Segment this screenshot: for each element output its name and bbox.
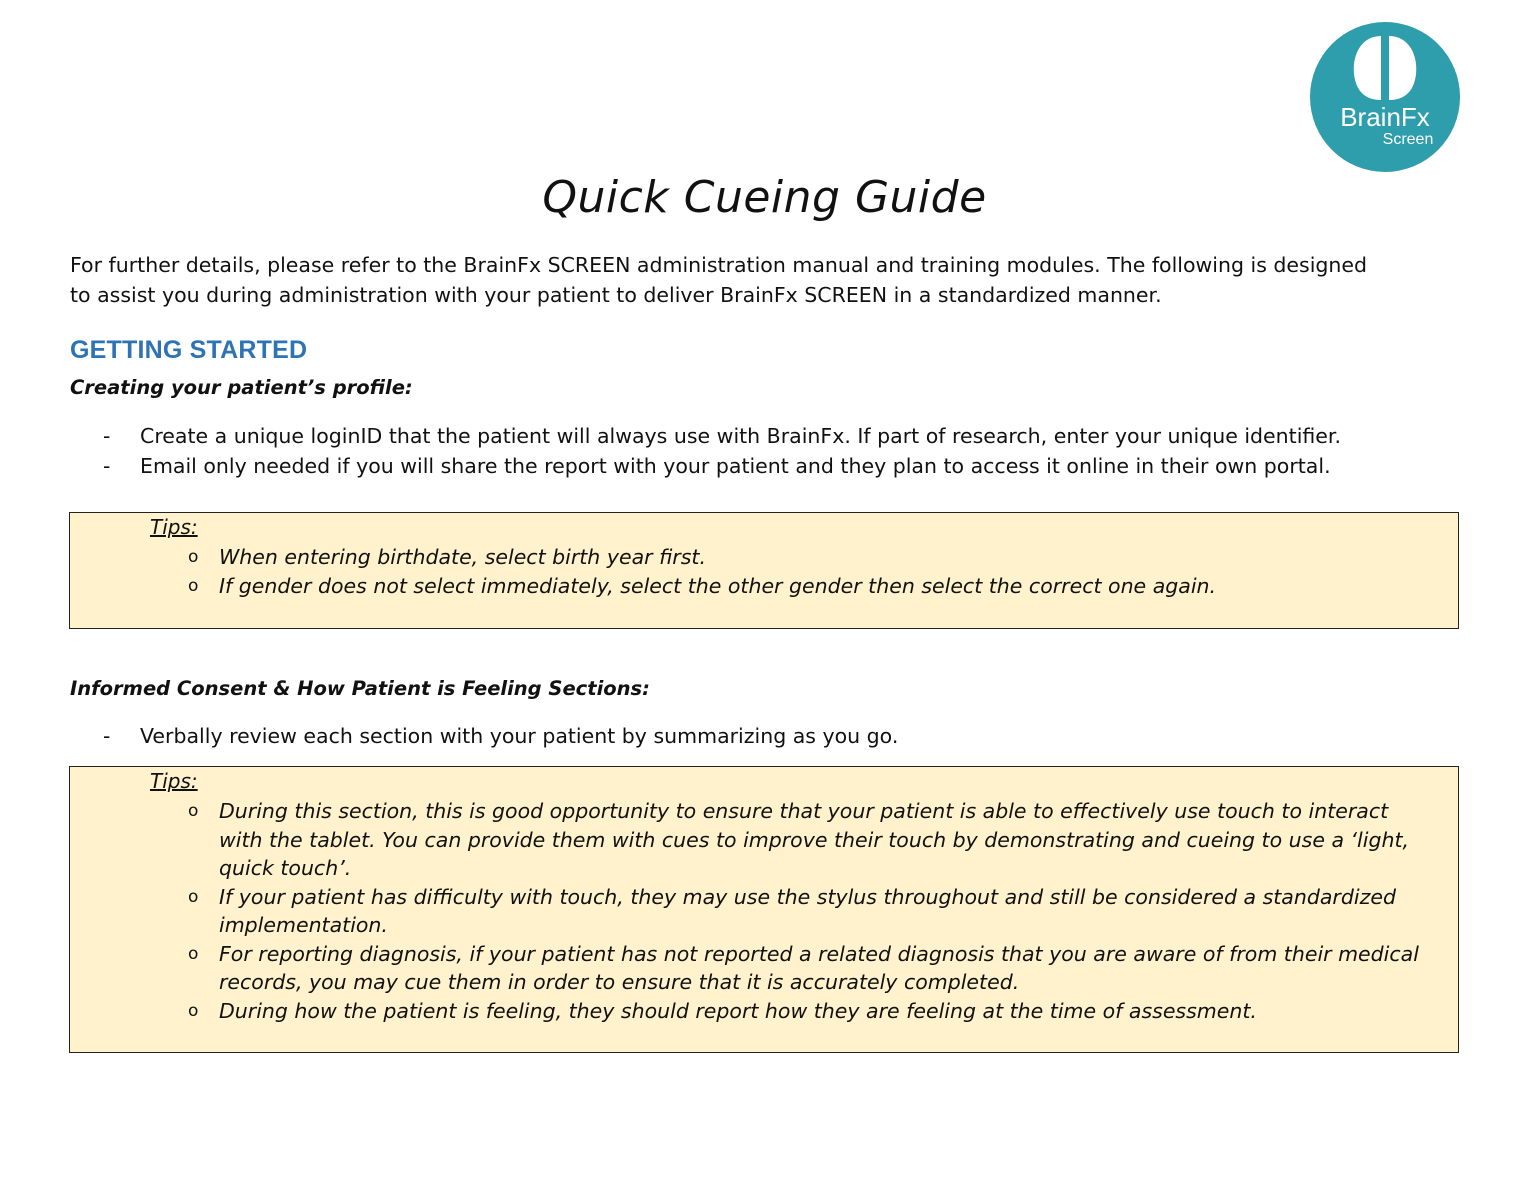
tips-list-profile — [188, 543, 1428, 600]
page-title: Quick Cueing Guide — [542, 172, 987, 223]
list-item: - Email only needed if you will share the report with your patient and they plan to access it online in their own portal. — [100, 451, 1490, 481]
tips-list-consent — [188, 797, 1428, 1025]
intro-line-2: to assist you during administration with your patient to deliver BrainFx SCREEN in a standardized manner. — [70, 283, 1162, 307]
brainfx-screen-logo — [1310, 22, 1460, 172]
tip-item: o During this section, this is good opportunity to ensure that your patient is able to effectively use touch to interact with the tablet. You can provide them with cues to improve their touch by demonstrating and cueing to use a ‘light, quick touch’. — [188, 797, 1428, 883]
subheading-informed-consent: Informed Consent & How Patient is Feeling Sections: — [70, 677, 650, 700]
section-heading-getting-started: GETTING STARTED — [70, 336, 308, 364]
tips-label: Tips: — [150, 769, 198, 793]
logo-product-text: Screen — [1382, 131, 1434, 148]
tips-box-profile — [69, 512, 1459, 629]
intro-paragraph — [70, 250, 1470, 310]
intro-line-1: For further details, please refer to the BrainFx SCREEN administration manual and training modules. The following is designed — [70, 253, 1368, 277]
list-item: - Create a unique loginID that the patient will always use with BrainFx. If part of research, enter your unique identifier. — [100, 421, 1490, 451]
consent-instructions-list — [100, 721, 1490, 751]
tip-item: o For reporting diagnosis, if your patient has not reported a related diagnosis that you are aware of from their medical records, you may cue them in order to ensure that it is accurately completed. — [188, 940, 1428, 997]
tips-box-consent — [69, 766, 1459, 1053]
tip-item: o During how the patient is feeling, they should report how they are feeling at the time of assessment. — [188, 997, 1428, 1026]
logo-brand-text: BrainFx — [1340, 102, 1430, 132]
subheading-creating-profile: Creating your patient’s profile: — [70, 376, 413, 399]
tip-item: o If gender does not select immediately, select the other gender then select the correct one again. — [188, 572, 1428, 601]
tip-item: o When entering birthdate, select birth year first. — [188, 543, 1428, 572]
list-item: - Verbally review each section with your patient by summarizing as you go. — [100, 721, 1490, 751]
tip-item: o If your patient has difficulty with touch, they may use the stylus throughout and still be considered a standardized implementation. — [188, 883, 1428, 940]
profile-instructions-list — [100, 421, 1490, 481]
tips-label: Tips: — [150, 515, 198, 539]
